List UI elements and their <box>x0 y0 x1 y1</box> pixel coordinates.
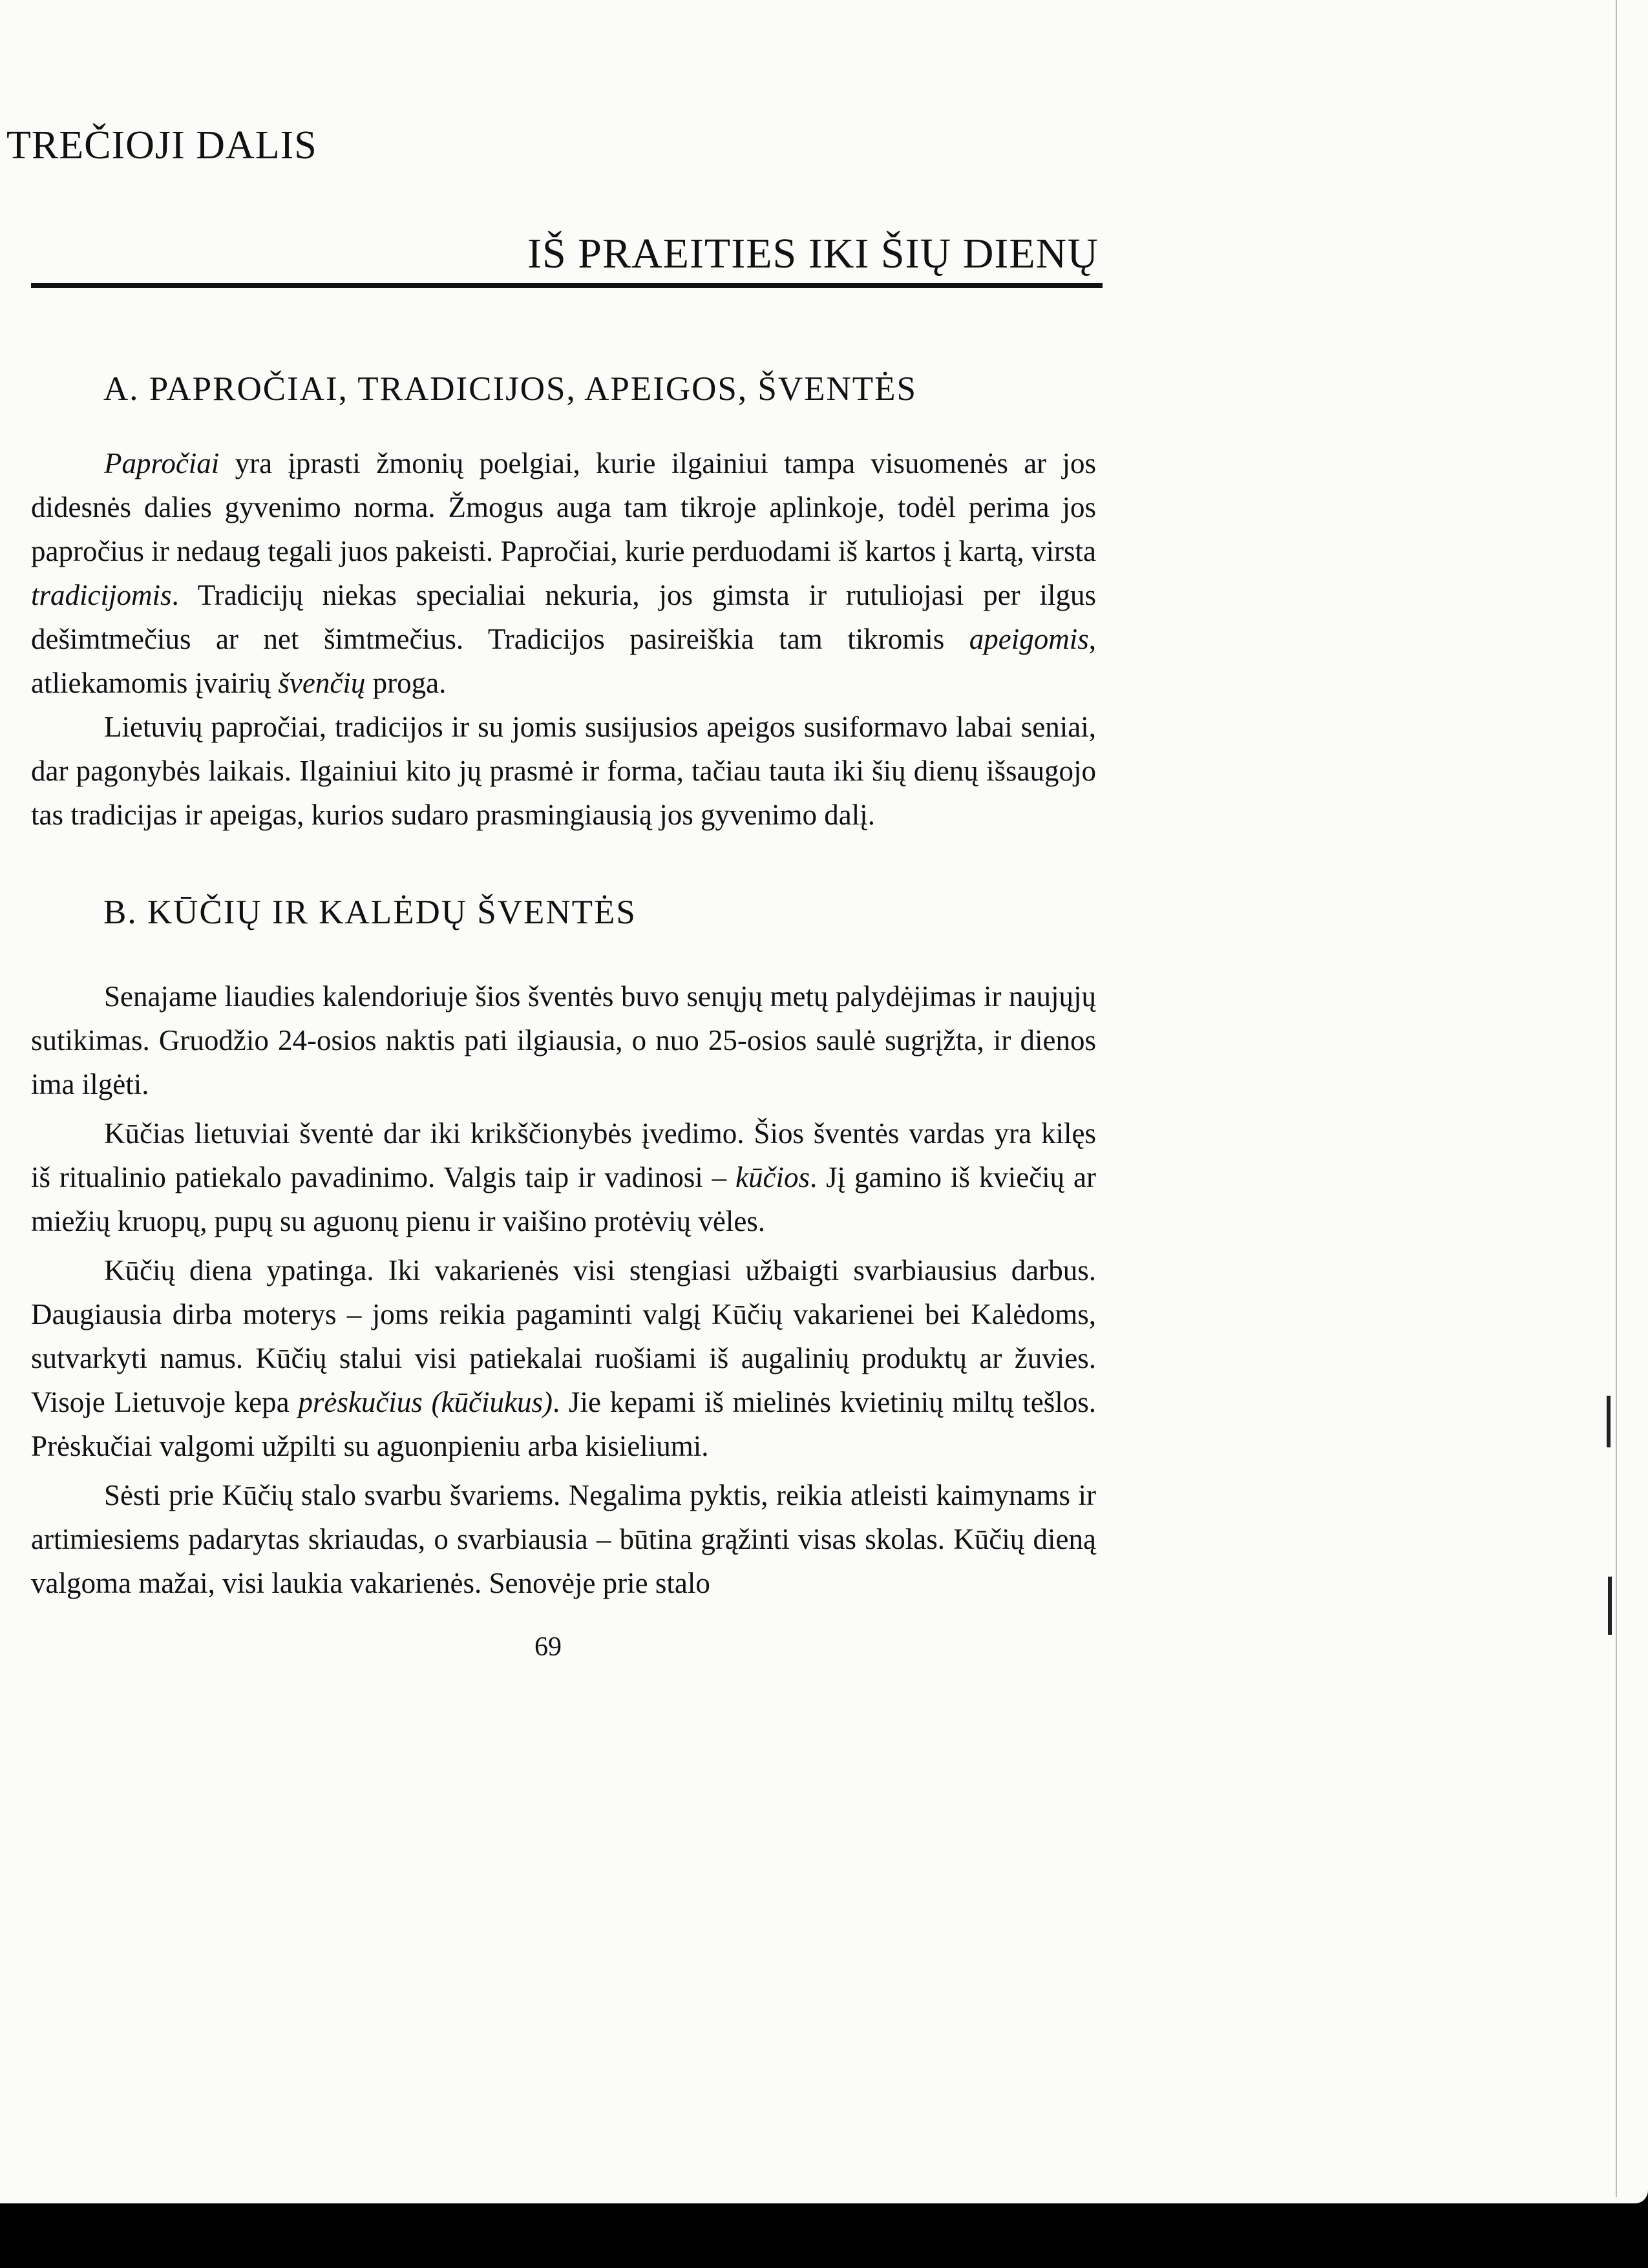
chapter-title: IŠ PRAEITIES IKI ŠIŲ DIENŲ <box>527 230 1099 277</box>
paragraph <box>31 1111 1096 1243</box>
paragraph <box>31 1473 1096 1605</box>
text-run: Kūčias lietuviai šventė dar iki krikščionybės įvedimo. Šios šventės vardas yra kilęs iš ritualinio patiekalo pavadinimo. Valgis taip ir vadinosi – <box>31 1117 1096 1193</box>
section-heading-a: A. PAPROČIAI, TRADICIJOS, APEIGOS, ŠVENTĖS <box>103 370 918 408</box>
text-run: . Jį gamino iš kviečių ar miežių kruopų, pupų su aguonų pienu ir vaišino protėvių vėles. <box>31 1161 1097 1237</box>
scan-artifact-mark <box>1608 1577 1612 1635</box>
title-underline-rule <box>31 283 1103 288</box>
section-a-body <box>31 441 1096 837</box>
section-b-body <box>31 974 1096 1605</box>
italic-term: kūčios <box>735 1161 810 1193</box>
text-run: Lietuvių papročiai, tradicijos ir su jomis susijusios apeigos susiformavo labai seniai, dar pagonybės laikais. Ilgainiui kito jų prasmė ir forma, tačiau tauta iki šių dienų išsaugojo tas tradicijas ir apeigas, kurios sudaro prasmingiausią jos gyvenimo dalį. <box>31 711 1096 831</box>
text-run: proga. <box>365 667 447 699</box>
italic-term: švenčių <box>278 667 366 699</box>
text-run: Senajame liaudies kalendoriuje šios šventės buvo senųjų metų palydėjimas ir naujųjų sutikimas. Gruodžio 24-osios naktis pati ilgiausia, o nuo 25-osios saulė sugrįžta, ir dienos ima ilgėti. <box>31 980 1096 1100</box>
italic-term: apeigomis <box>969 623 1089 655</box>
paragraph <box>31 441 1096 705</box>
text-run: , atliekamomis įvairių <box>31 623 1096 699</box>
page-number: 69 <box>534 1632 562 1662</box>
italic-term: prėskučius (kūčiukus) <box>298 1386 553 1418</box>
text-run: Sėsti prie Kūčių stalo svarbu švariems. Negalima pyktis, reikia atleisti kaimynams ir artimiesiems padarytas skriaudas, o svarbiausia – būtina grąžinti visas skolas. Kūčių dieną valgoma mažai, visi laukia vakarienės. Senovėje prie stalo <box>31 1479 1096 1599</box>
text-run: yra įprasti žmonių poelgiai, kurie ilgainiui tampa visuomenės ar jos didesnės dalies gyvenimo norma. Žmogus auga tam tikroje aplinkoje, todėl perima jos papročius ir nedaug tegali juos pakeisti. Papročiai, kurie perduodami iš kartos į kartą, virsta <box>31 447 1096 567</box>
paragraph <box>31 974 1096 1106</box>
section-heading-b: B. KŪČIŲ IR KALĖDŲ ŠVENTĖS <box>103 894 637 931</box>
italic-term: tradicijomis <box>31 579 172 611</box>
text-run: . Jie kepami iš mielinės kvietinių miltų tešlos. Prėskučiai valgomi užpilti su aguonpieniu arba kisieliumi. <box>31 1386 1096 1462</box>
paragraph <box>31 705 1096 837</box>
italic-term: Papročiai <box>104 447 220 479</box>
text-run: Kūčių diena ypatinga. Iki vakarienės visi stengiasi užbaigti svarbiausius darbus. Daugiausia dirba moterys – joms reikia pagaminti valgį Kūčių vakarienei bei Kalėdoms, sutvarkyti namus. Kūčių stalui visi patiekalai ruošiami iš augalinių produktų ar žuvies. Visoje Lietuvoje kepa <box>31 1254 1096 1418</box>
scan-artifact-mark <box>1607 1396 1611 1447</box>
scan-edge-line <box>1616 0 1617 2197</box>
text-run: . Tradicijų niekas specialiai nekuria, jos gimsta ir rutuliojasi per ilgus dešimtmečius ar net šimtmečius. Tradicijos pasireiškia tam tikromis <box>31 579 1096 655</box>
part-title: TREČIOJI DALIS <box>6 123 317 167</box>
paragraph <box>31 1248 1096 1468</box>
